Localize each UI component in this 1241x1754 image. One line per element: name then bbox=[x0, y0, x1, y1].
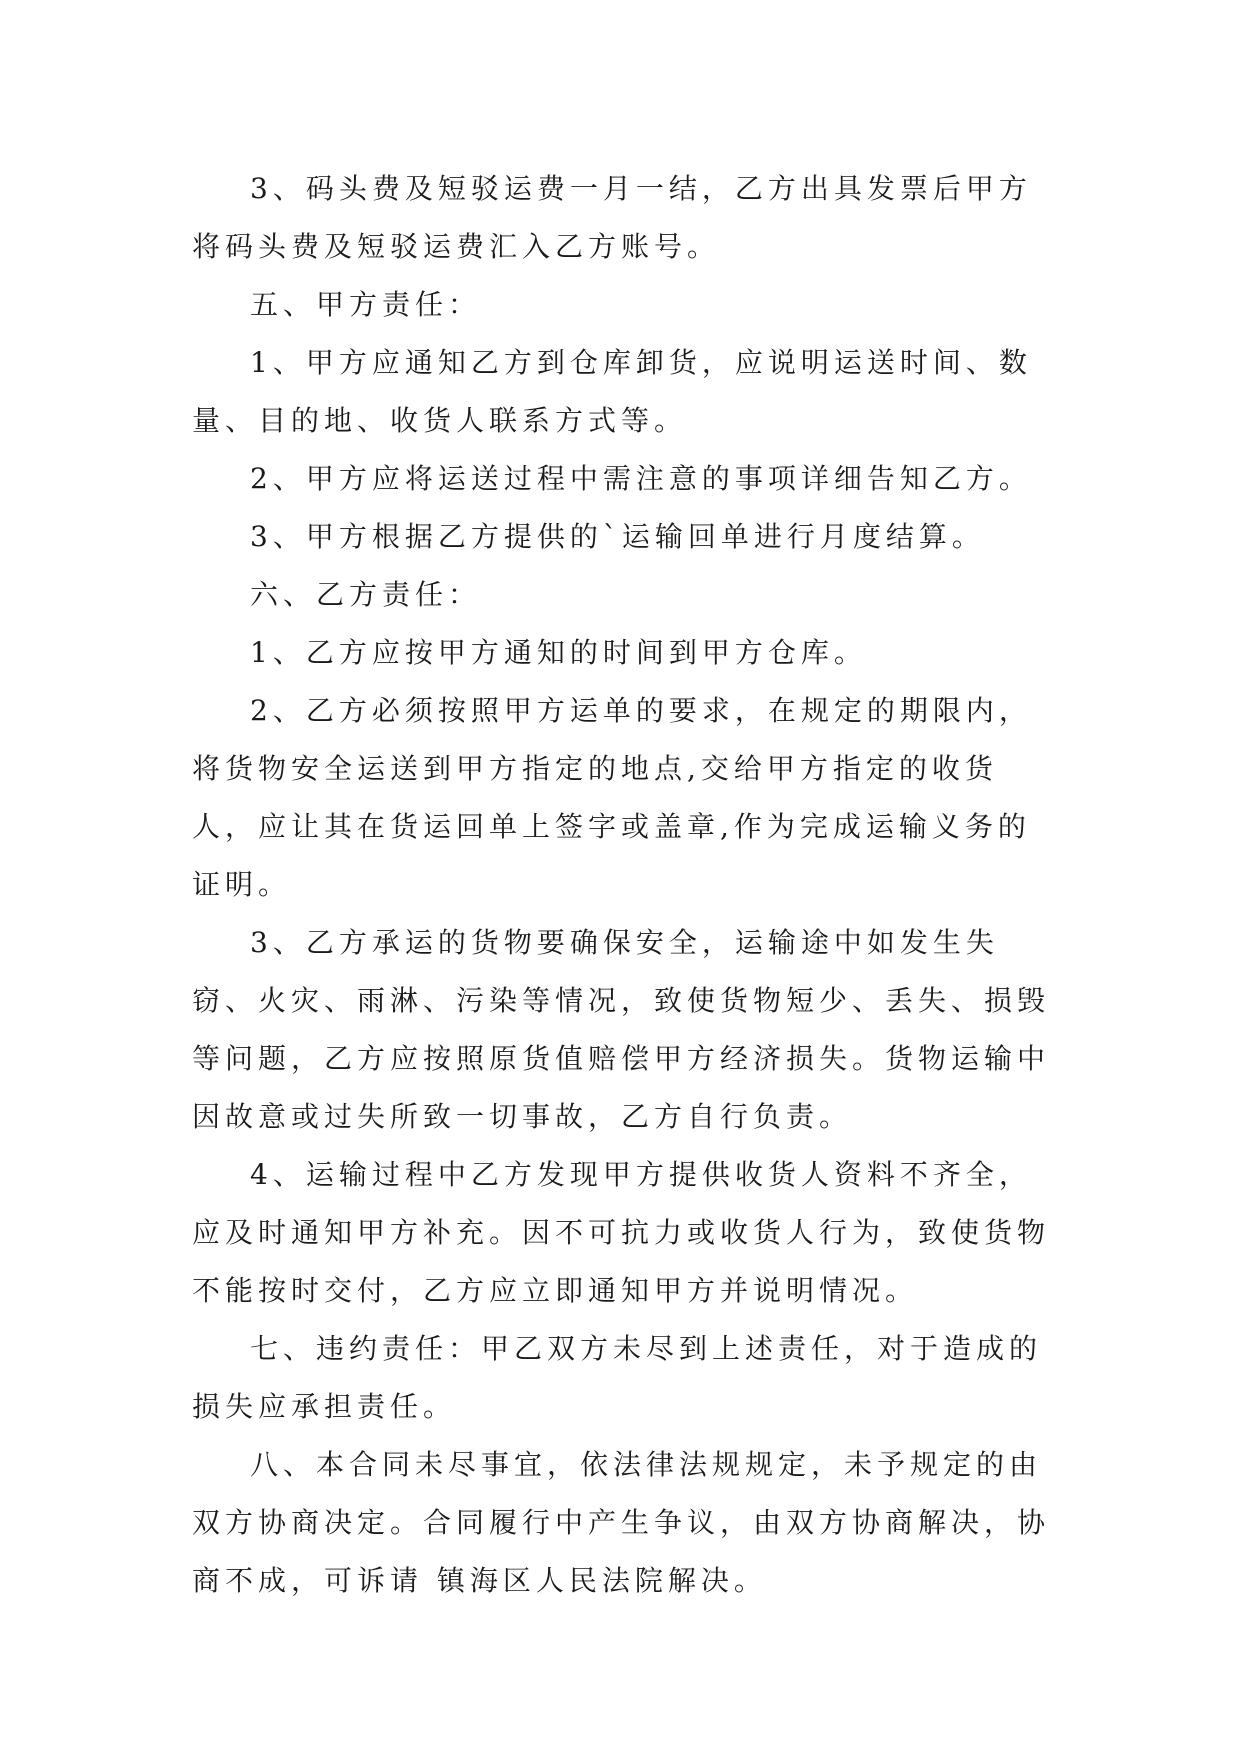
paragraph-party-b-2: 2、乙方必须按照甲方运单的要求，在规定的期限内，将货物安全运送到甲方指定的地点,交给甲方指定的收货人，应让其在货运回单上签字或盖章,作为完成运输义务的证明。 bbox=[192, 694, 1032, 901]
document-body bbox=[192, 160, 1052, 1610]
paragraph-party-a-1: 1、甲方应通知乙方到仓库卸货，应说明运送时间、数量、目的地、收货人联系方式等。 bbox=[192, 346, 1032, 437]
paragraph-fee-settlement: 3、码头费及短驳运费一月一结，乙方出具发票后甲方将码头费及短驳运费汇入乙方账号。 bbox=[192, 172, 1032, 263]
paragraph-party-b-1: 1、乙方应按甲方通知的时间到甲方仓库。 bbox=[250, 636, 867, 669]
section-heading-party-a: 五、甲方责任： bbox=[250, 288, 482, 321]
paragraph-party-a-3: 3、甲方根据乙方提供的`运输回单进行月度结算。 bbox=[250, 520, 985, 553]
section-dispute-resolution: 八、本合同未尽事宜，依法律法规规定，未予规定的由双方协商决定。合同履行中产生争议，由双方协商解决，协商不成，可诉请 镇海区人民法院解决。 bbox=[192, 1448, 1051, 1597]
paragraph-party-b-3: 3、乙方承运的货物要确保安全，运输途中如发生失窃、火灾、雨淋、污染等情况，致使货物短少、丢失、损毁等问题，乙方应按照原货值赔偿甲方经济损失。货物运输中因故意或过失所致一切事故，乙方自行负责。 bbox=[192, 926, 1051, 1133]
paragraph-party-a-2: 2、甲方应将运送过程中需注意的事项详细告知乙方。 bbox=[250, 462, 1032, 495]
paragraph-party-b-4: 4、运输过程中乙方发现甲方提供收货人资料不齐全，应及时通知甲方补充。因不可抗力或收货人行为，致使货物不能按时交付，乙方应立即通知甲方并说明情况。 bbox=[192, 1158, 1051, 1307]
section-breach-liability: 七、违约责任：甲乙双方未尽到上述责任，对于造成的损失应承担责任。 bbox=[192, 1332, 1043, 1423]
section-heading-party-b: 六、乙方责任： bbox=[250, 578, 482, 611]
